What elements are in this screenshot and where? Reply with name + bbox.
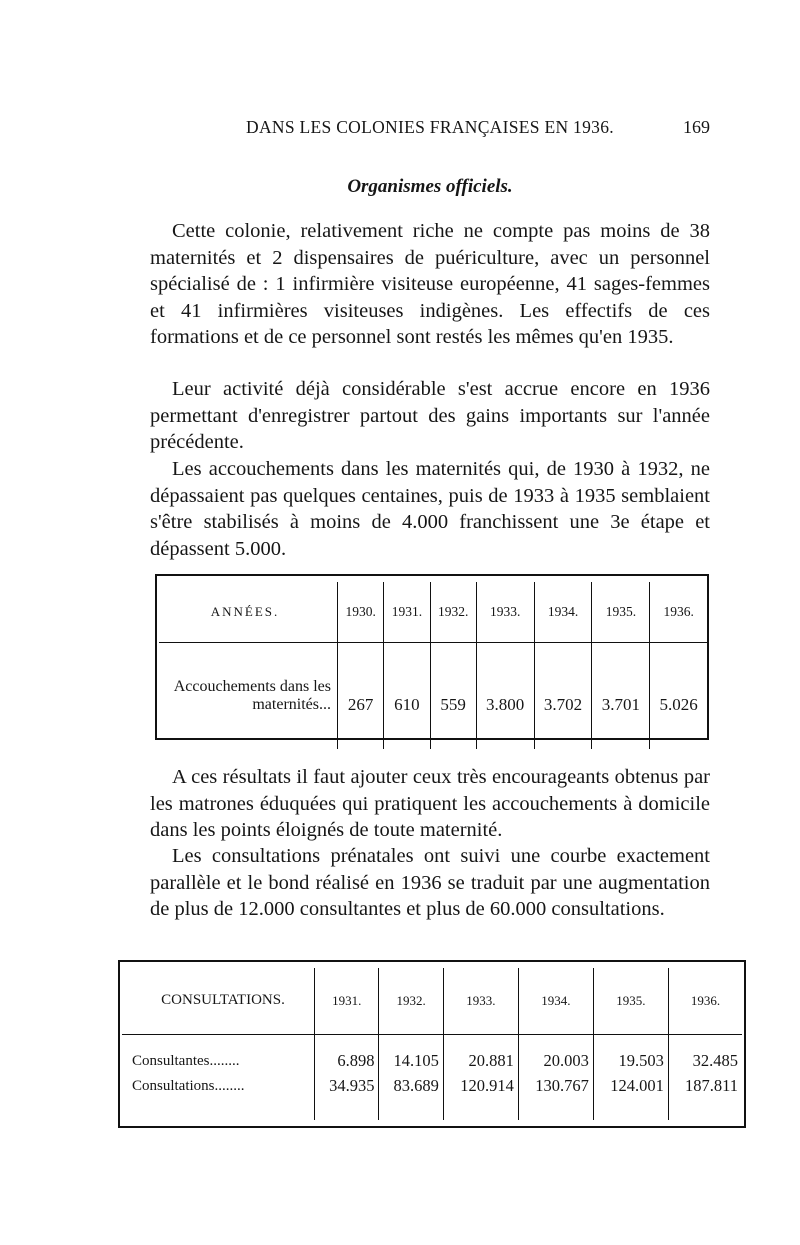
paragraph-3: Les accouchements dans les maternités qui, de 1930 à 1932, ne dépassaient pas quelques centaines, puis de 1933 à 1935 semblaient s'être stabilisés à moins de 4.000 franchissent une 3e étape et dépassent 5.000. [150,458,710,560]
table-spacer-row [122,1098,742,1120]
year-cell: 1934. [534,582,592,643]
value-cell: 120.914 [443,1074,518,1098]
row-label: Consultations........ [132,1077,245,1094]
year-cell: 1932. [379,968,443,1034]
page-number: 169 [683,117,710,137]
value-cell: 19.503 [593,1034,668,1074]
value-cell: 124.001 [593,1074,668,1098]
year-cell: 1932. [430,582,476,643]
value-cell: 559 [430,643,476,750]
row-label: Consultantes........ [132,1052,240,1069]
value-cell: 267 [338,643,384,750]
year-cell: 1936. [650,582,707,643]
value-cell: 6.898 [315,1034,379,1074]
value-cell: 20.881 [443,1034,518,1074]
value-cell: 83.689 [379,1074,443,1098]
value-cell: 14.105 [379,1034,443,1074]
year-cell: 1933. [476,582,534,643]
year-cell: 1930. [338,582,384,643]
header-label: ANNÉES. [159,582,338,643]
table-header-row [159,582,707,643]
value-cell: 130.767 [518,1074,593,1098]
value-cell: 187.811 [668,1074,742,1098]
births-table-grid [159,582,707,749]
paragraph-2: Leur activité déjà considérable s'est accrue encore en 1936 permettant d'enregistrer partout des gains importants sur l'année précédente. [150,378,710,453]
year-cell: 1931. [384,582,430,643]
value-cell: 5.026 [650,643,707,750]
running-header [150,117,710,143]
header-title: DANS LES COLONIES FRANÇAISES EN 1936. [246,117,614,137]
year-cell: 1935. [592,582,650,643]
paragraph-1: Cette colonie, relativement riche ne compte pas moins de 38 maternités et 2 dispensaires de puériculture, avec un personnel spécialisé de : 1 infirmière visiteuse européenne, 41 sages-femmes et 41 infirmières visiteuses indigènes. Les effectifs de ces formations et de ce personnel sont restés les mêmes qu'en 1935. [150,220,710,348]
row-label: Accouchements dans les maternités... [173,678,331,713]
table-row [122,1034,742,1074]
value-cell: 3.701 [592,643,650,750]
value-cell: 610 [384,643,430,750]
table-row [159,643,707,750]
value-cell: 32.485 [668,1034,742,1074]
births-table [155,574,711,742]
header-label: CONSULTATIONS. [122,968,315,1034]
section-title: Organismes officiels. [347,176,513,197]
paragraph-5: Les consultations prénatales ont suivi une courbe exactement parallèle et le bond réalisé en 1936 se traduit par une augmentation de plus de 12.000 consultantes et plus de 60.000 consultations. [150,845,710,920]
value-cell: 34.935 [315,1074,379,1098]
value-cell: 3.800 [476,643,534,750]
table-row [122,1074,742,1098]
value-cell: 3.702 [534,643,592,750]
year-cell: 1936. [668,968,742,1034]
year-cell: 1935. [593,968,668,1034]
year-cell: 1931. [315,968,379,1034]
year-cell: 1933. [443,968,518,1034]
year-cell: 1934. [518,968,593,1034]
value-cell: 20.003 [518,1034,593,1074]
consultations-table [118,960,748,1128]
paragraph-4: A ces résultats il faut ajouter ceux très encourageants obtenus par les matrones éduquées qui pratiquent les accouchements à domicile dans les points éloignés de toute maternité. [150,766,710,841]
table-header-row [122,968,742,1034]
consultations-table-grid [122,968,742,1120]
